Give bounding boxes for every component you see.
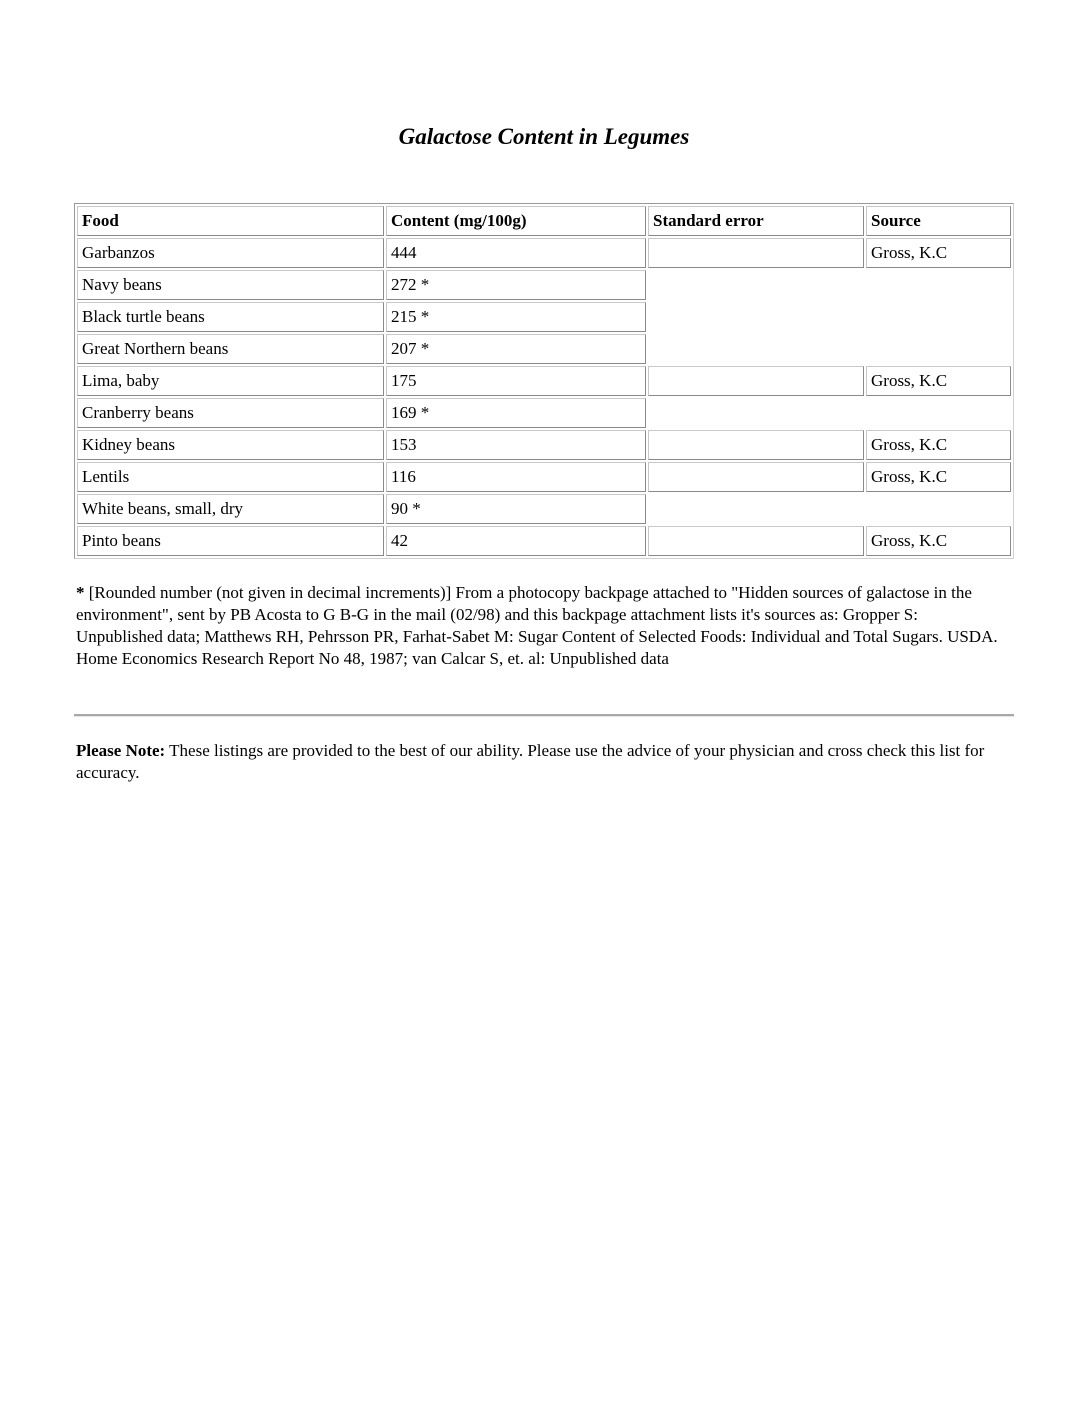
header-food: Food (77, 206, 384, 236)
table-row (77, 494, 1011, 524)
header-source: Source (866, 206, 1011, 236)
footnote-marker: * (76, 583, 85, 602)
table-row (77, 270, 1011, 300)
cell-food: Lima, baby (77, 366, 384, 396)
table-header-row (77, 206, 1011, 236)
cell-standard-error (648, 430, 864, 460)
horizontal-divider (74, 714, 1014, 717)
cell-empty (866, 398, 1011, 428)
page-title: Galactose Content in Legumes (398, 124, 690, 149)
cell-content: 444 (386, 238, 646, 268)
footnote (76, 582, 1006, 670)
table-row (77, 398, 1011, 428)
cell-food: Great Northern beans (77, 334, 384, 364)
cell-empty (866, 302, 1011, 332)
cell-source: Gross, K.C (866, 366, 1011, 396)
cell-empty (648, 398, 864, 428)
cell-standard-error (648, 366, 864, 396)
cell-content: 272 * (386, 270, 646, 300)
cell-content: 169 * (386, 398, 646, 428)
please-note-text: These listings are provided to the best of our ability. Please use the advice of your physician and cross check this list for accuracy. (76, 741, 985, 782)
footnote-text: [Rounded number (not given in decimal increments)] From a photocopy backpage attached to "Hidden sources of galactose in the environment", sent by PB Acosta to G B-G in the mail (02/98) and this backpage attachment lists it's sources as: Gropper S: Unpublished data; Matthews RH, Pehrsson PR, Farhat-Sabet M: Sugar Content of Selected Foods: Individual and Total Sugars. USDA. Home Economics Research Report No 48, 1987; van Calcar S, et. al: Unpublished data (76, 583, 998, 668)
table-row (77, 366, 1011, 396)
galactose-table (74, 203, 1014, 559)
table-row (77, 334, 1011, 364)
cell-empty (866, 270, 1011, 300)
cell-content: 207 * (386, 334, 646, 364)
cell-content: 42 (386, 526, 646, 556)
cell-food: Black turtle beans (77, 302, 384, 332)
table-row (77, 430, 1011, 460)
cell-content: 90 * (386, 494, 646, 524)
cell-content: 153 (386, 430, 646, 460)
cell-food: Navy beans (77, 270, 384, 300)
cell-empty (866, 334, 1011, 364)
cell-empty (648, 334, 864, 364)
cell-empty (866, 494, 1011, 524)
please-note-label: Please Note: (76, 741, 166, 760)
cell-food: White beans, small, dry (77, 494, 384, 524)
table-row (77, 238, 1011, 268)
cell-source: Gross, K.C (866, 462, 1011, 492)
cell-food: Garbanzos (77, 238, 384, 268)
please-note (76, 740, 1016, 784)
cell-food: Kidney beans (77, 430, 384, 460)
cell-content: 175 (386, 366, 646, 396)
cell-empty (648, 494, 864, 524)
cell-source: Gross, K.C (866, 238, 1011, 268)
cell-source: Gross, K.C (866, 430, 1011, 460)
cell-standard-error (648, 526, 864, 556)
cell-empty (648, 270, 864, 300)
header-content: Content (mg/100g) (386, 206, 646, 236)
cell-food: Pinto beans (77, 526, 384, 556)
table-row (77, 302, 1011, 332)
cell-standard-error (648, 462, 864, 492)
cell-content: 116 (386, 462, 646, 492)
cell-content: 215 * (386, 302, 646, 332)
header-standard-error: Standard error (648, 206, 864, 236)
table-row (77, 526, 1011, 556)
cell-food: Lentils (77, 462, 384, 492)
table-row (77, 462, 1011, 492)
cell-food: Cranberry beans (77, 398, 384, 428)
cell-empty (648, 302, 864, 332)
cell-source: Gross, K.C (866, 526, 1011, 556)
cell-standard-error (648, 238, 864, 268)
